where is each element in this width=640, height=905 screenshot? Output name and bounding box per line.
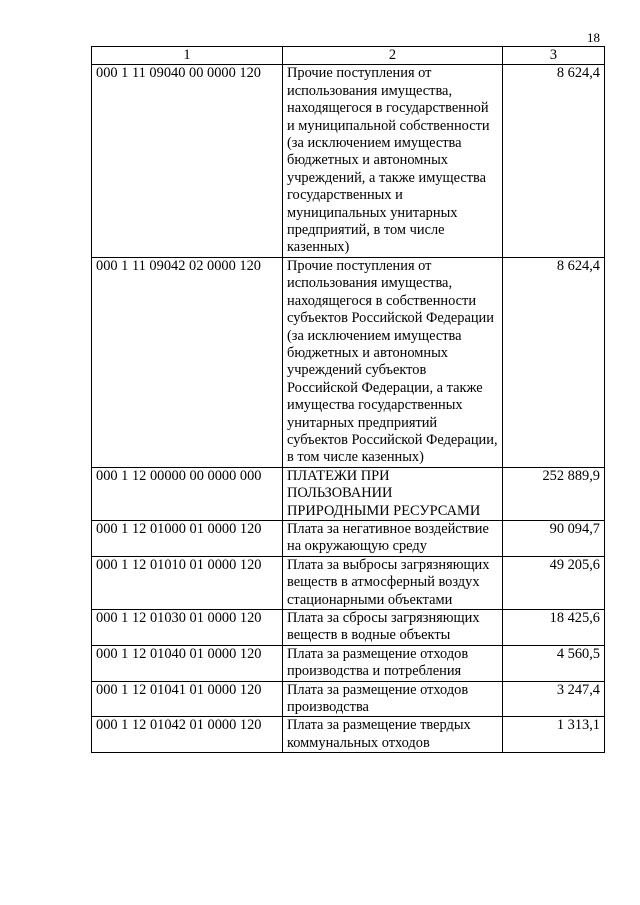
row-amount: 3 247,4 [503, 681, 605, 717]
row-name: Плата за сбросы загрязняющих веществ в водные объекты [283, 610, 503, 646]
row-code: 000 1 12 01040 01 0000 120 [92, 645, 283, 681]
page-number: 18 [587, 30, 600, 45]
row-code: 000 1 12 01041 01 0000 120 [92, 681, 283, 717]
budget-table [91, 46, 605, 753]
column-header-name: 2 [283, 47, 503, 65]
row-name: Плата за размещение твердых коммунальных отходов [283, 717, 503, 753]
row-name: ПЛАТЕЖИ ПРИ ПОЛЬЗОВАНИИ ПРИРОДНЫМИ РЕСУРСАМИ [283, 467, 503, 520]
row-amount: 49 205,6 [503, 556, 605, 609]
row-name: Прочие поступления от использования имущества, находящегося в государственной и муниципальной собственности (за исключением имущества бюджетных и автономных учреждений, а также имущества государственных и муниципальных унитарных предприятий, в том числе казенных) [283, 65, 503, 257]
row-code: 000 1 11 09042 02 0000 120 [92, 257, 283, 467]
row-name: Плата за выбросы загрязняющих веществ в атмосферный воздух стационарными объектами [283, 556, 503, 609]
table-header-row [92, 47, 605, 65]
row-code: 000 1 12 01042 01 0000 120 [92, 717, 283, 753]
table-row [92, 65, 605, 257]
table-row [92, 681, 605, 717]
row-amount: 252 889,9 [503, 467, 605, 520]
row-amount: 4 560,5 [503, 645, 605, 681]
table-row [92, 556, 605, 609]
row-amount: 90 094,7 [503, 520, 605, 556]
row-amount: 1 313,1 [503, 717, 605, 753]
row-amount: 18 425,6 [503, 610, 605, 646]
row-name: Прочие поступления от использования имущества, находящегося в собственности субъектов Российской Федерации (за исключением имущества бюджетных и автономных учреждений субъектов Российской Федерации, а также имущества государственных унитарных предприятий субъектов Российской Федерации, в том числе казенных) [283, 257, 503, 467]
row-name: Плата за размещение отходов производства [283, 681, 503, 717]
row-code: 000 1 12 00000 00 0000 000 [92, 467, 283, 520]
table-row [92, 610, 605, 646]
table-row [92, 467, 605, 520]
table-row [92, 257, 605, 467]
row-code: 000 1 12 01000 01 0000 120 [92, 520, 283, 556]
row-name: Плата за размещение отходов производства и потребления [283, 645, 503, 681]
row-amount: 8 624,4 [503, 65, 605, 257]
row-code: 000 1 12 01010 01 0000 120 [92, 556, 283, 609]
row-code: 000 1 12 01030 01 0000 120 [92, 610, 283, 646]
table-row [92, 645, 605, 681]
table-row [92, 717, 605, 753]
row-name: Плата за негативное воздействие на окружающую среду [283, 520, 503, 556]
row-code: 000 1 11 09040 00 0000 120 [92, 65, 283, 257]
column-header-amount: 3 [503, 47, 605, 65]
row-amount: 8 624,4 [503, 257, 605, 467]
table-row [92, 520, 605, 556]
column-header-code: 1 [92, 47, 283, 65]
